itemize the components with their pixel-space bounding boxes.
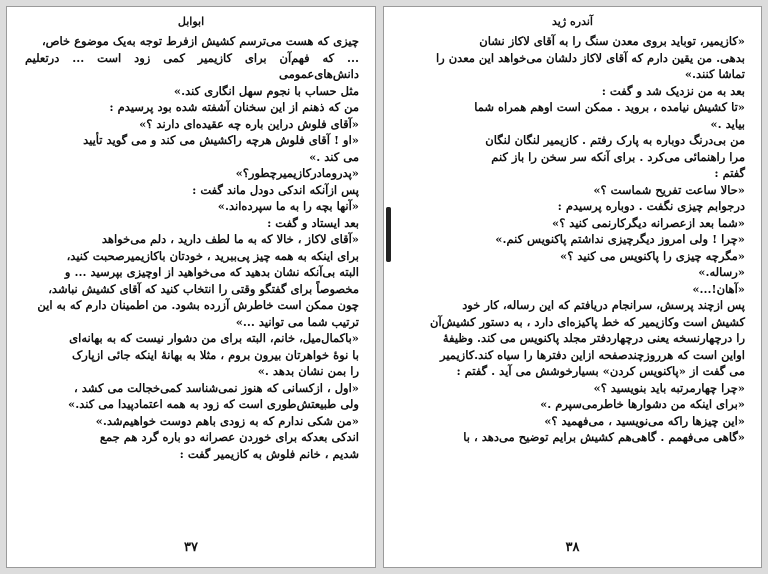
right-page [383,6,762,568]
text-line: مثل حساب با نجوم سهل انگاری کند.» [173,83,359,98]
text-line: من که ذهنم از این سخنان آشفته شده بود پرسیدم : [109,100,359,114]
text-line: «تا کشیش نیامده ، بروید . ممکن است اوهم همراه شما [474,100,745,114]
text-line: را بمن نشان بدهد .» [257,364,359,378]
body-text [25,33,359,462]
text-line: مخصوصاً برای گفتگو وقتی را انتخاب کنید که آقای کشیش نباشد، [48,281,359,296]
text-line: «باکمال‌میل، خانم، البته برای من دشوار نیست که به بهانه‌ای [69,331,359,345]
text-line: «آقای فلوش دراین باره چه عقیده‌ای دارند ؟» [139,116,359,131]
text-line: شدیم ، خانم فلوش به کازیمیر گفت : [179,446,359,461]
text-line: درجوابم چیزی نگفت . دوباره پرسیدم : [557,199,745,213]
text-line: «اول ، ازکسانی که هنوز نمی‌شناسد کمی‌خجالت می کشد ، [74,380,359,395]
text-line: «آقای لاکاز ، خالا که به ما لطف دارید ، دلم می‌خواهد [101,232,359,246]
text-line: ترتیب شما می توانید ...» [235,314,359,329]
left-page [6,6,376,568]
text-line: بعد به من نزدیک شد و گفت : [601,83,745,98]
text-line: چون ممکن است خاطرش آزرده بشود. من اطمینان دارم که به این [37,298,359,312]
text-line: گفتم : [714,166,745,180]
text-line: پس ازآنکه اندکی دودل ماند گفت : [192,182,359,197]
text-line: البته بی‌آنکه نشان بدهید که می‌خواهید از اوچیزی بپرسید ... و [64,265,359,279]
text-line: «او ! آقای فلوش هرچه راکشیش می کند و می گوید تأیید [83,133,359,147]
text-line: با نوهٔ خواهرتان بیرون بروم ، مثلا به بهانهٔ اینکه جائی ازپارک [72,347,359,362]
text-line: «برای اینکه من دشوارها خاطرمی‌سپرم .» [540,397,745,411]
text-line: «شما بعد ازعصرانه دیگرکارنمی کنید ؟» [552,215,745,230]
text-line: «آهان!...» [692,281,745,296]
text-line: اندکی بعدکه برای خوردن عصرانه دو باره گرد هم جمع [99,430,359,444]
text-line: تماشا کنند.» [684,67,745,81]
text-line: «آنها بچه را به ما سپرده‌اند.» [217,199,359,213]
running-header: ابوابل [177,15,205,28]
text-line: را درچهارنسخه یعنی درچهاردفتر مجلد پاکنویس می کند. وظیفهٔ [442,331,745,345]
text-line: می کند .» [309,149,359,164]
running-header: آندره ژید [552,15,593,28]
text-line: «من شکی ندارم که به زودی باهم دوست خواهیم‌شد.» [95,413,359,428]
text-line: چیزی که هست می‌ترسم کشیش ازفرط توجه به‌یک موضوع خاص، [41,34,359,48]
text-line: پس ازچند پرسش، سرانجام دریافتم که این رساله، کار خود [462,298,745,312]
text-line: می گفت از «پاکنویس کردن» بسیارخوشش می آید . گفتم : [456,364,745,378]
page-number: ۳۷ [184,540,198,555]
text-line: بعد ایستاد و گفت : [267,215,359,230]
text-line: «پدرومادرکازیمیرچطور؟» [235,166,359,180]
page-number: ۳۸ [565,540,580,555]
text-line: «رساله.» [698,265,745,279]
text-line: بدهی. من یقین دارم که آقای لاکاز دلشان می‌خواهد این معدن را [435,50,745,65]
text-line: بیاید .» [710,116,745,131]
body-text [402,33,745,446]
text-line: «حالا ساعت تفریح شماست ؟» [593,182,745,197]
text-line: «چرا ! ولی امروز دیگرچیزی نداشتم پاکنویس کنم.» [495,232,745,246]
text-line: «گاهی می‌فهمم . گاهی‌هم کشیش برایم توضیح می‌دهد ، با [463,430,745,444]
text-line: «کازیمیر، توباید بروی معدن سنگ را به آقای لاکاز نشان [479,34,745,48]
text-line: مرا راهنمائی می‌کرد . برای آنکه سر سخن را باز کنم [491,149,745,164]
text-line: کشیش است وکازیمیر که خط پاکیزه‌ای دارد ، به دستور کشیش‌آن [430,314,745,329]
text-line: «این چیزها راکه می‌نویسید ، می‌فهمید ؟» [544,413,745,428]
text-line: «مگرچه چیزی را پاکنویس می کنید ؟» [560,248,745,263]
text-line: «چرا چهارمرتبه باید بنویسید ؟» [593,380,745,395]
text-line: ... که فهم‌آن برای کازیمیر کمی زود است ... درتعلیم دانش‌های‌عمومی [25,50,359,81]
text-line: من بی‌درنگ دوباره به پارک رفتم . کازیمیر لنگان لنگان [485,133,745,147]
text-line: اواین است که هرروزچندصفحه ازاین دفترها را سیاه کند.کازیمیر [439,347,745,362]
text-line: برای اینکه به همه چیز پی‌ببرید ، خودتان باکازیمیرصحبت کنید، [66,248,359,263]
binding-smudge [386,207,391,262]
text-line: ولی طبیعتش‌طوری است که زود به همه اعتمادپیدا می کند.» [68,397,359,411]
